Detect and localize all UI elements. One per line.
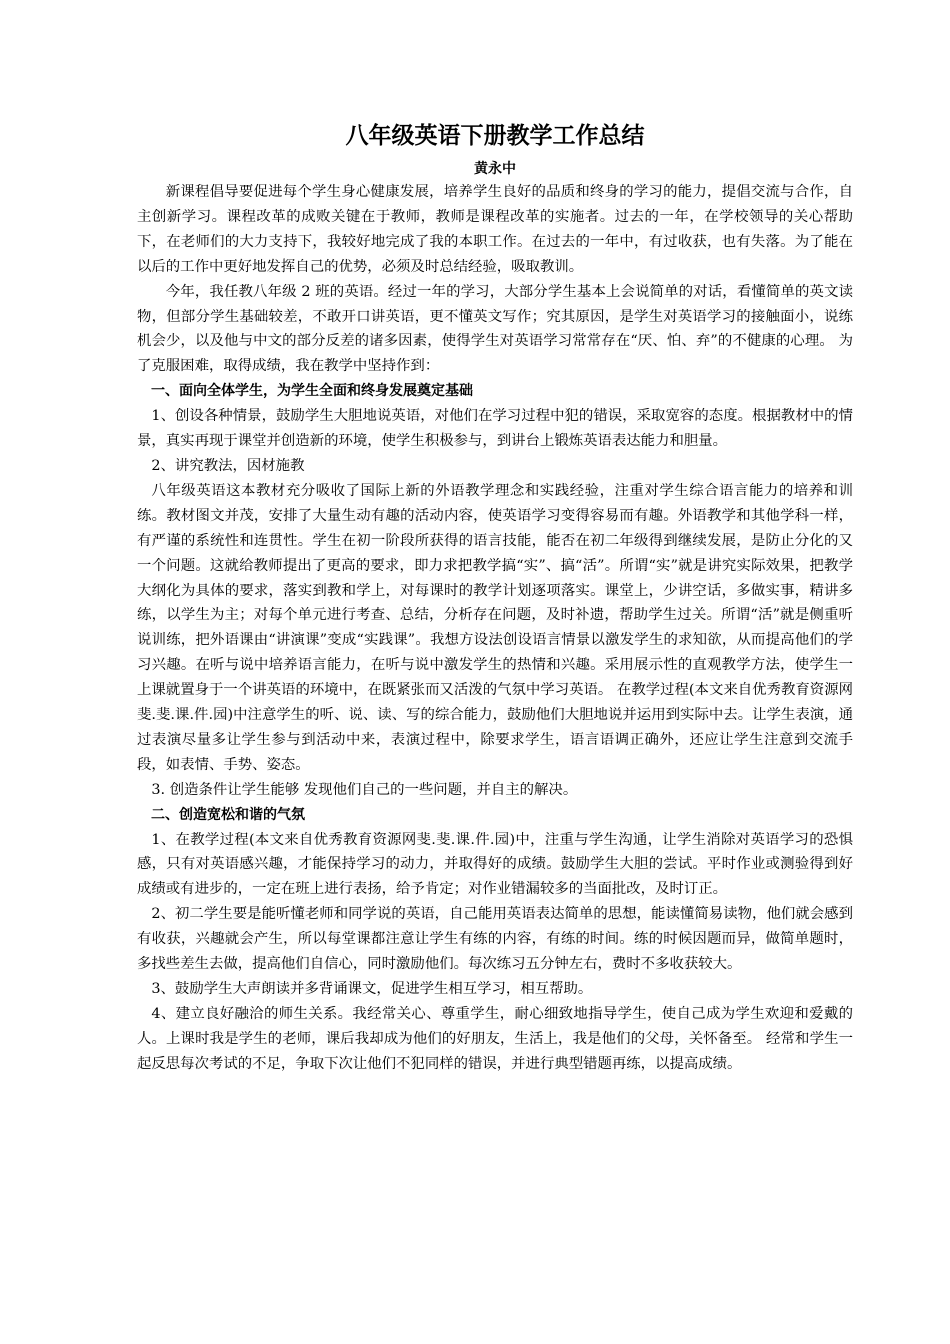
paragraph-2-1: 1、在教学过程(本文来自优秀教育资源网斐.斐.课.件.园)中，注重与学生沟通，让学生消除对英语学习的恐惧感，只有对英语感兴趣，才能保持学习的动力，并取得好的成绩。鼓励学生大胆的尝试。平时作业或测验得到好成绩或有进步的，一定在班上进行表扬，给予肯定；对作业错漏较多的当面批改，及时订正。: [137, 831, 853, 898]
paragraph-2-3: 3、鼓励学生大声朗读并多背诵课文，促进学生相互学习，相互帮助。: [151, 981, 593, 997]
paragraph-1-2-heading: 2、讲究教法，因材施教: [151, 457, 305, 474]
document-title: 八年级英语下册教学工作总结: [345, 123, 645, 149]
document-author: 黄永中: [474, 161, 516, 177]
paragraph-teaching-method: 八年级英语这本教材充分吸收了国际上新的外语教学理念和实践经验，注重对学生综合语言能力的培养和训练。教材图文并茂，安排了大量生动有趣的活动内容，使英语学习变得容易而有趣。外语教学和其他学科一样，有严谨的系统性和连贯性。学生在初一阶段所获得的语言技能，能否在初二年级得到继续发展，是防止分化的又一个问题。这就给教师提出了更高的要求，即力求把教学搞“实”、搞“活”。所谓“实”就是讲究实际效果，把教学大纲化为具体的要求，落实到教和学上，对每课时的教学计划逐项落实。课堂上，少讲空话，多做实事，精讲多练，以学生为主；对每个单元进行考查、总结，分析存在问题，及时补遗，帮助学生过关。所谓“活”就是侧重听说训练，把外语课由“讲演课”变成“实践课”。我想方设法创设语言情景以激发学生的求知欲，从而提高他们的学习兴趣。在听与说中培养语言能力，在听与说中激发学生的热情和兴趣。采用展示性的直观教学方法，使学生一上课就置身于一个讲英语的环境中，在既紧张而又活泼的气氛中学习英语。 在教学过程(本文来自优秀教育资源网斐.斐.课.件.园)中注意学生的听、说、读、写的综合能力，鼓励他们大胆地说并运用到实际中去。让学生表演，通过表演尽量多让学生参与到活动中来，表演过程中，除要求学生，语言语调正确外，还应让学生注意到交流手段，如表情、手势、姿态。: [137, 482, 853, 773]
document-page: [137, 118, 853, 1077]
paragraph-1-1: 1、创设各种情景，鼓励学生大胆地说英语，对他们在学习过程中犯的错误，采取宽容的态度。根据教材中的情景，真实再现于课堂并创造新的环境，使学生积极参与，到讲台上锻炼英语表达能力和胆量。: [137, 408, 853, 450]
paragraph-class-situation: 今年，我任教八年级 2 班的英语。经过一年的学习，大部分学生基本上会说简单的对话，看懂简单的英文读物，但部分学生基础较差，不敢开口讲英语，更不懂英文写作；究其原因，是学生对英语学习的接触面小，说练机会少，以及他与中文的部分反差的诸多因素，使得学生对英语学习常常存在“厌、怕、弃”的不健康的心理。 为了克服困难，取得成绩，我在教学中坚持作到：: [137, 283, 853, 375]
section-heading-1: 一、面向全体学生，为学生全面和终身发展奠定基础: [151, 383, 473, 400]
paragraph-2-4: 4、建立良好融洽的师生关系。我经常关心、尊重学生，耐心细致地指导学生，使自己成为学生欢迎和爱戴的人。上课时我是学生的老师，课后我却成为他们的好朋友，生活上，我是他们的父母，关怀备至。 经常和学生一起反思每次考试的不足，争取下次让他们不犯同样的错误，并进行典型错题再练，以提高成绩。: [137, 1005, 853, 1072]
paragraph-2-2: 2、初二学生要是能听懂老师和同学说的英语，自己能用英语表达简单的思想，能读懂简易读物，他们就会感到有收获，兴趣就会产生，所以每堂课都注意让学生有练的内容，有练的时间。练的时候因题而异，做简单题时，多找些差生去做，提高他们自信心，同时激励他们。每次练习五分钟左右，费时不多收获较大。: [137, 906, 853, 973]
paragraph-intro: 新课程倡导要促进每个学生身心健康发展，培养学生良好的品质和终身的学习的能力，提倡交流与合作，自主创新学习。课程改革的成败关键在于教师，教师是课程改革的实施者。过去的一年，在学校领导的关心帮助下，在老师们的大力支持下，我较好地完成了我的本职工作。在过去的一年中，有过收获，也有失落。为了能在以后的工作中更好地发挥自己的优势，必须及时总结经验，吸取教训。: [137, 184, 853, 275]
section-heading-2: 二、创造宽松和谐的气氛: [151, 806, 305, 823]
paragraph-1-3: 3. 创造条件让学生能够 发现他们自己的一些问题，并自主的解决。: [151, 781, 578, 798]
